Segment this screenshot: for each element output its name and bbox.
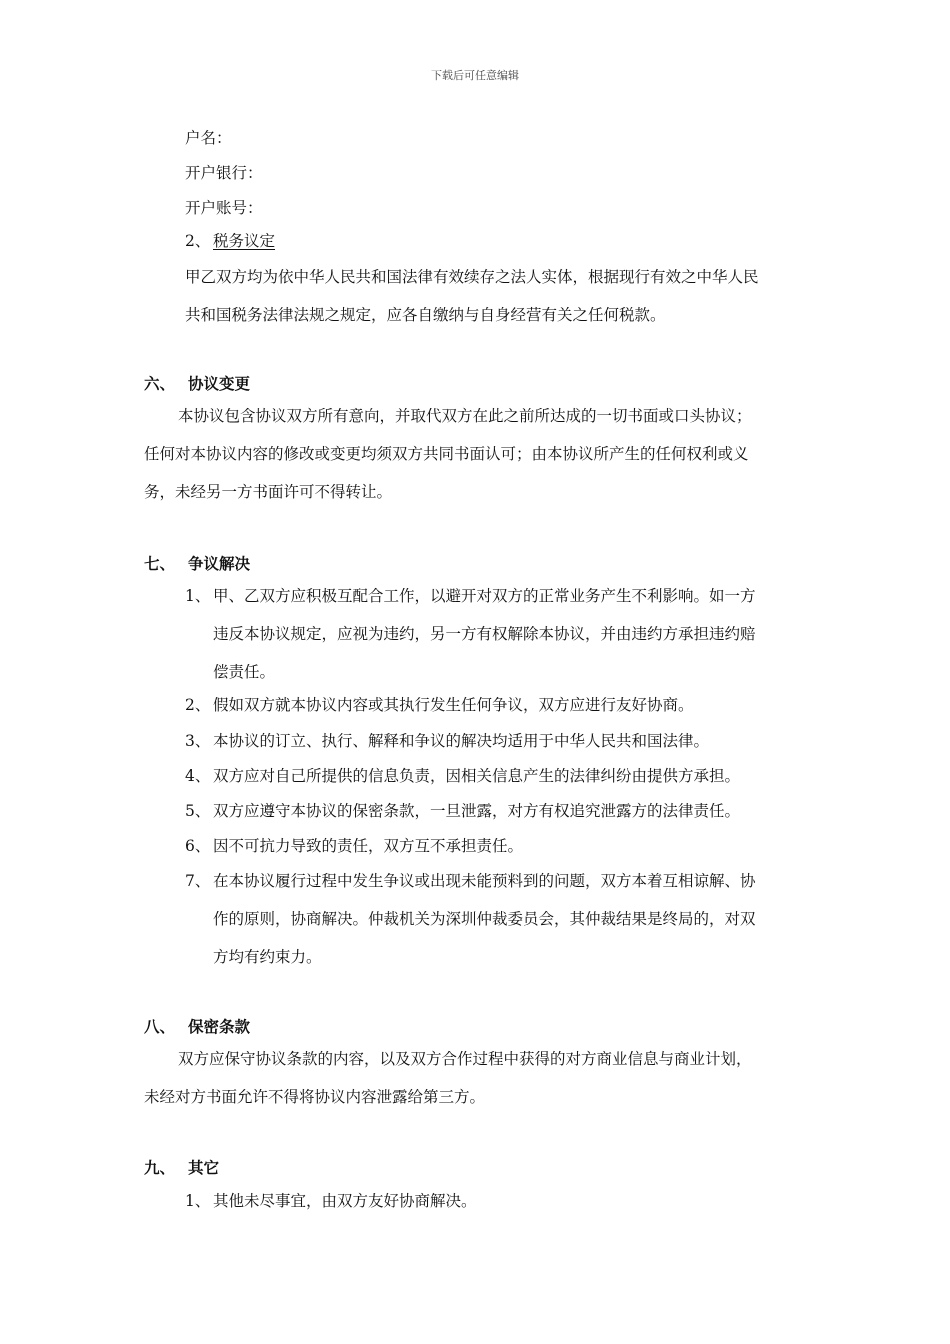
account-name-label: 户名：	[185, 129, 232, 147]
list-item	[185, 694, 694, 716]
list-item	[185, 730, 709, 752]
section-6-line: 务，未经另一方书面许可不得转让。	[144, 483, 393, 501]
account-number-label: 开户账号：	[185, 199, 263, 217]
item-text: 作的原则，协商解决。仲裁机关为深圳仲裁委员会，其仲裁结果是终局的，对双	[213, 910, 756, 928]
section-8-number: 八、	[144, 1018, 176, 1036]
section-9-heading	[144, 1157, 219, 1179]
section-6-line: 本协议包含协议双方所有意向，并取代双方在此之前所达成的一切书面或口头协议；	[178, 407, 752, 425]
section-8-heading	[144, 1016, 250, 1038]
tax-clause-heading	[185, 230, 275, 252]
item-text: 双方应遵守本协议的保密条款，一旦泄露，对方有权追究泄露方的法律责任。	[213, 802, 741, 820]
item-number: 3、	[185, 732, 211, 750]
list-item	[185, 870, 756, 892]
section-7-number: 七、	[144, 555, 176, 573]
tax-clause-number: 2、	[185, 232, 211, 250]
item-number: 6、	[185, 837, 211, 855]
list-item	[185, 585, 756, 607]
section-7-title: 争议解决	[188, 555, 251, 573]
item-text: 因不可抗力导致的责任，双方互不承担责任。	[213, 837, 524, 855]
section-8-line: 未经对方书面允许不得将协议内容泄露给第三方。	[144, 1088, 486, 1106]
item-text: 偿责任。	[213, 663, 276, 681]
item-number: 1、	[185, 1192, 211, 1210]
item-text: 违反本协议规定，应视为违约，另一方有权解除本协议，并由违约方承担违约赔	[213, 625, 756, 643]
bank-name-label: 开户银行：	[185, 164, 263, 182]
item-number: 4、	[185, 767, 211, 785]
item-text: 双方应对自己所提供的信息负责，因相关信息产生的法律纠纷由提供方承担。	[213, 767, 741, 785]
item-number: 5、	[185, 802, 211, 820]
tax-clause-line: 共和国税务法律法规之规定，应各自缴纳与自身经营有关之任何税款。	[185, 306, 666, 324]
item-number: 1、	[185, 587, 211, 605]
section-6-number: 六、	[144, 375, 176, 393]
item-text: 本协议的订立、执行、解释和争议的解决均适用于中华人民共和国法律。	[213, 732, 710, 750]
page-header: 下载后可任意编辑	[431, 69, 519, 82]
section-6-title: 协议变更	[188, 375, 251, 393]
list-item	[185, 765, 740, 787]
list-item	[185, 835, 523, 857]
section-6-heading	[144, 373, 250, 395]
tax-clause-title: 税务议定	[213, 232, 276, 250]
item-text: 在本协议履行过程中发生争议或出现未能预料到的问题，双方本着互相谅解、协	[213, 872, 756, 890]
item-number: 2、	[185, 696, 211, 714]
list-item	[185, 800, 740, 822]
section-9-title: 其它	[188, 1159, 220, 1177]
item-text: 方均有约束力。	[213, 948, 322, 966]
section-7-heading	[144, 553, 250, 575]
section-8-line: 双方应保守协议条款的内容，以及双方合作过程中获得的对方商业信息与商业计划，	[178, 1050, 752, 1068]
item-text: 甲、乙双方应积极互配合工作，以避开对双方的正常业务产生不利影响。如一方	[213, 587, 756, 605]
section-6-line: 任何对本协议内容的修改或变更均须双方共同书面认可；由本协议所产生的任何权利或义	[144, 445, 749, 463]
tax-clause-line: 甲乙双方均为依中华人民共和国法律有效续存之法人实体，根据现行有效之中华人民	[185, 268, 759, 286]
list-item	[185, 1190, 477, 1212]
item-text: 其他未尽事宜，由双方友好协商解决。	[213, 1192, 477, 1210]
item-text: 假如双方就本协议内容或其执行发生任何争议，双方应进行友好协商。	[213, 696, 694, 714]
section-8-title: 保密条款	[188, 1018, 251, 1036]
item-number: 7、	[185, 872, 211, 890]
section-9-number: 九、	[144, 1159, 176, 1177]
